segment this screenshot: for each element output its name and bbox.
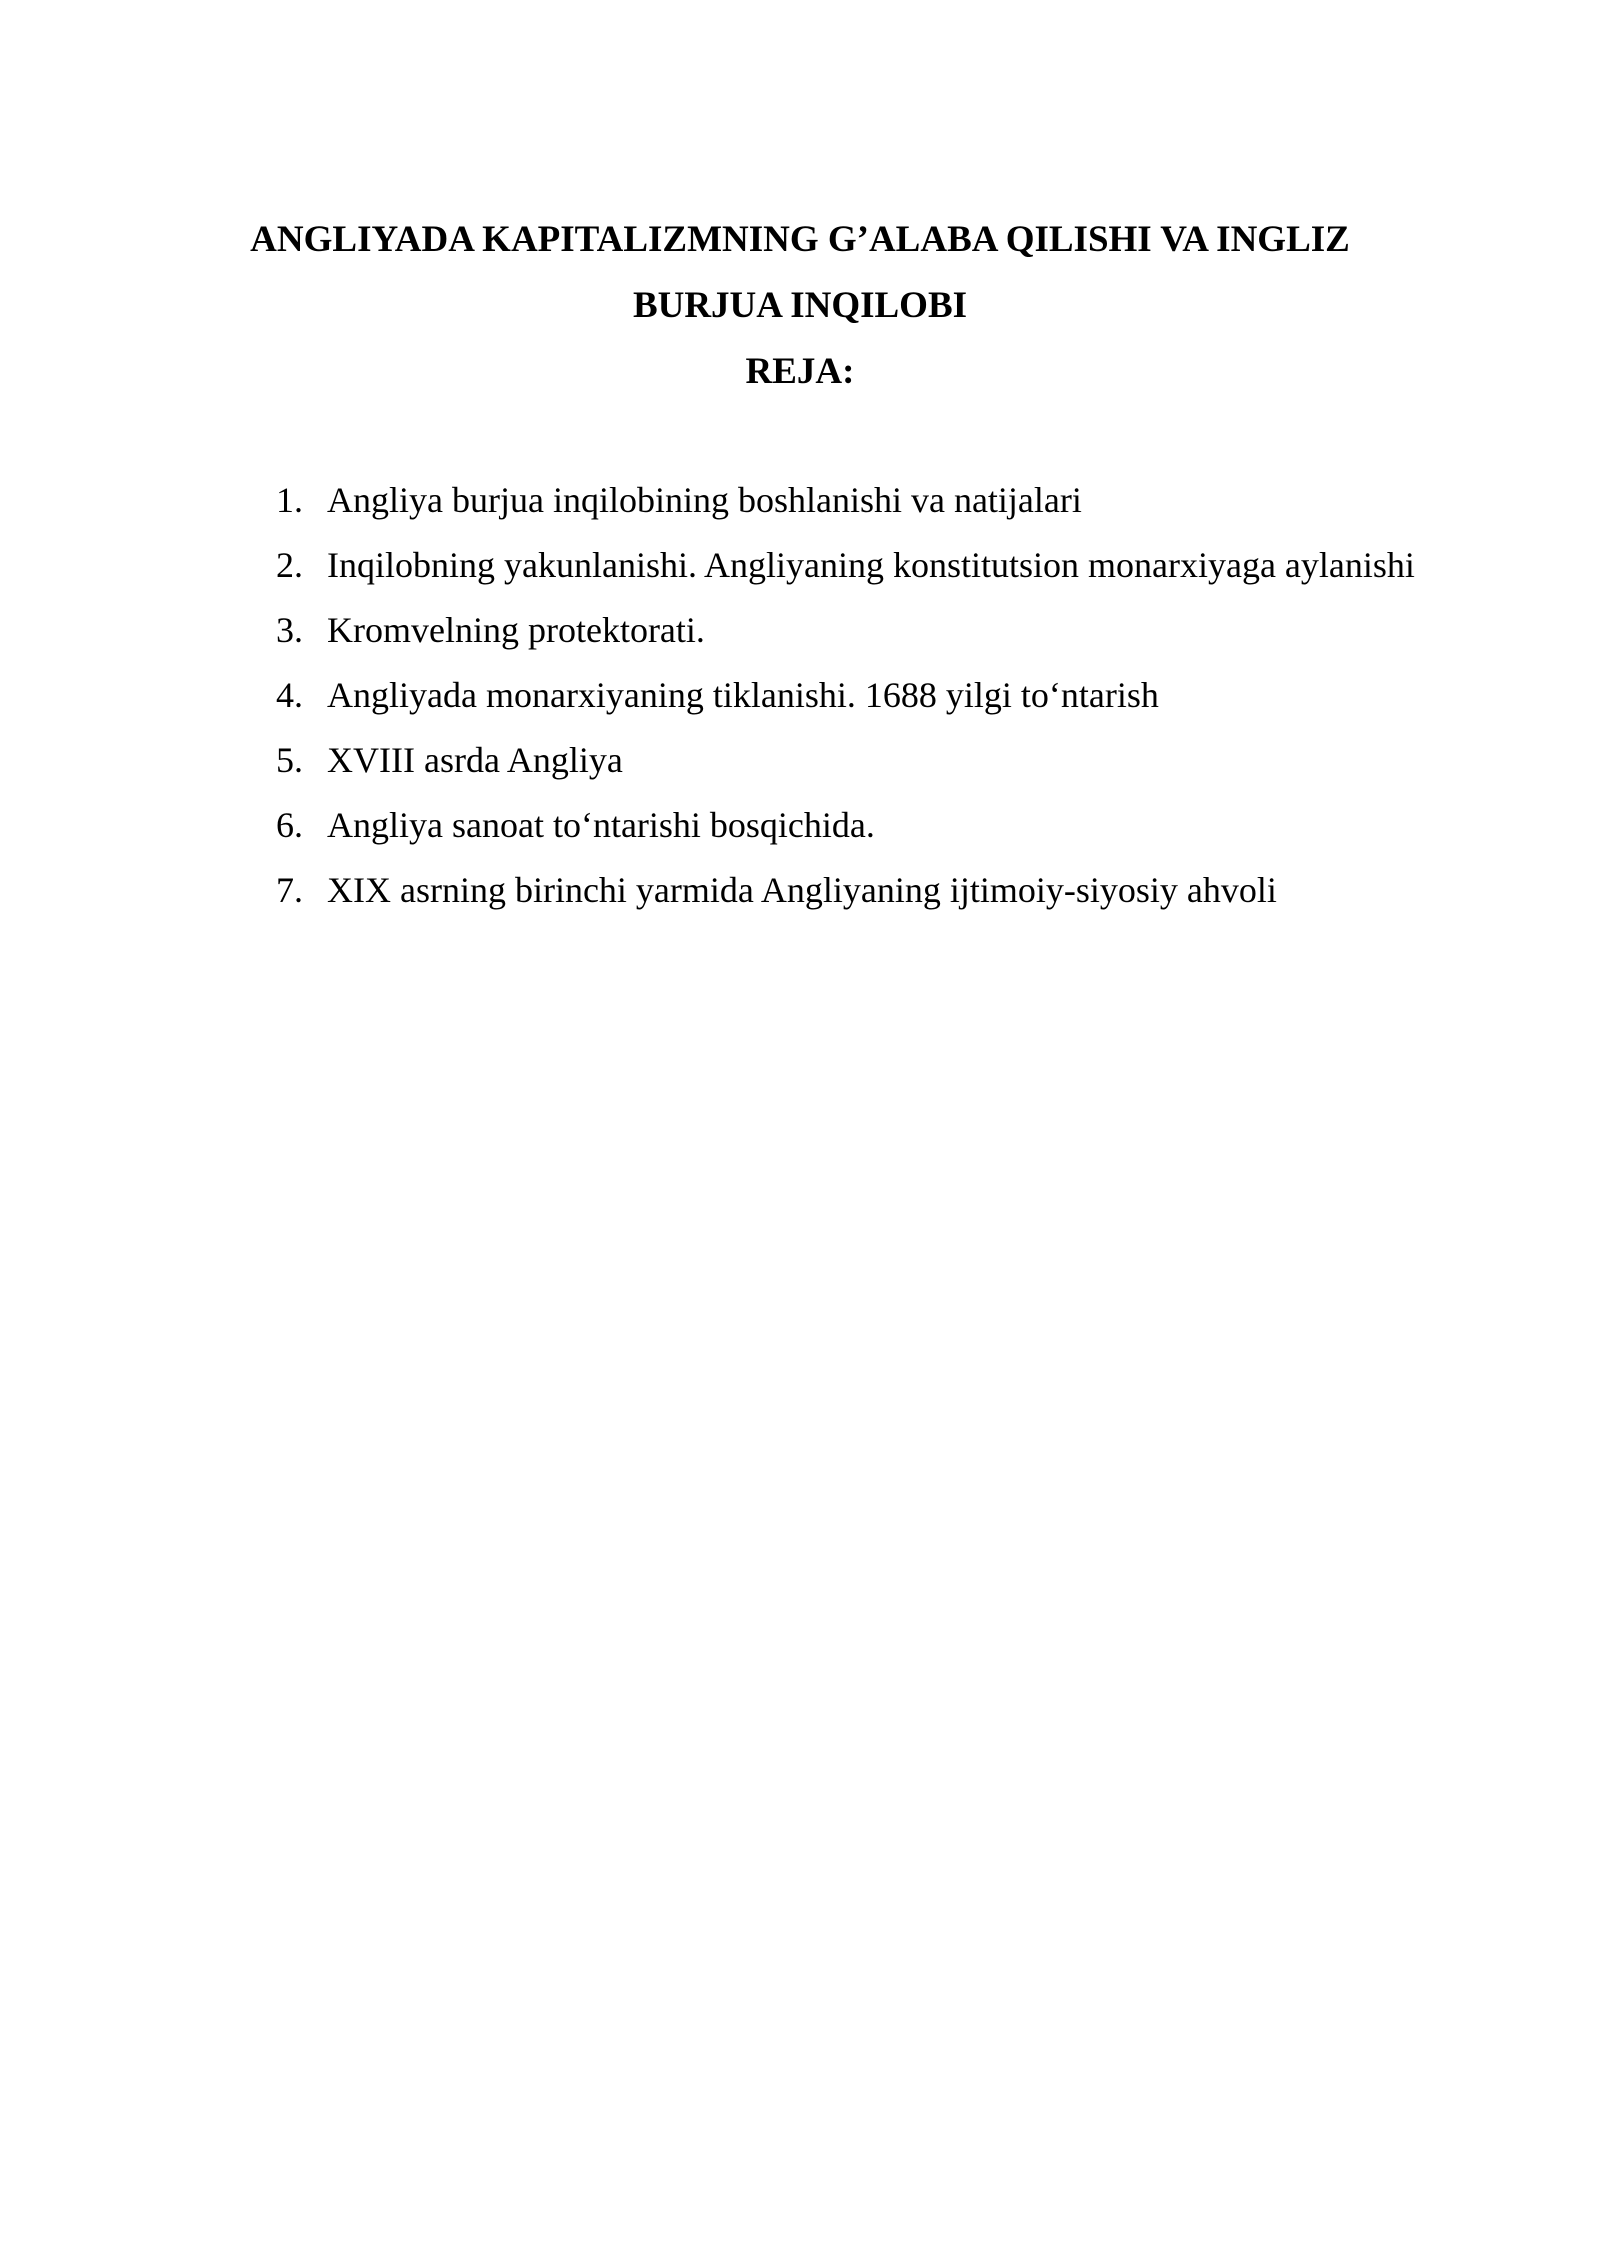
plan-item-number: 7. <box>276 870 303 910</box>
plan-item-number: 1. <box>276 480 303 520</box>
plan-item-text: Kromvelning protektorati. <box>327 610 705 650</box>
plan-item-2 <box>0 540 1600 590</box>
plan-item-text: XIX asrning birinchi yarmida Angliyaning ijtimoiy-siyosiy ahvoli <box>327 870 1277 910</box>
plan-item-number: 3. <box>276 610 303 650</box>
plan-item-text: Angliya burjua inqilobining boshlanishi va natijalari <box>327 480 1082 520</box>
plan-item-7 <box>0 865 1600 915</box>
plan-item-1 <box>0 475 1600 525</box>
plan-item-3 <box>0 605 1600 655</box>
plan-heading: REJA: <box>745 351 855 392</box>
plan-item-6 <box>0 800 1600 850</box>
title-line-2: BURJUA INQILOBI <box>632 285 968 326</box>
plan-item-4 <box>0 670 1600 720</box>
plan-item-number: 5. <box>276 740 303 780</box>
plan-item-text: XVIII asrda Angliya <box>327 740 623 780</box>
plan-item-text: Inqilobning yakunlanishi. Angliyaning konstitutsion monarxiyaga aylanishi <box>327 545 1415 585</box>
plan-item-number: 4. <box>276 675 303 715</box>
plan-item-number: 2. <box>276 545 303 585</box>
plan-item-text: Angliya sanoat to‘ntarishi bosqichida. <box>327 805 875 845</box>
plan-item-5 <box>0 735 1600 785</box>
plan-item-number: 6. <box>276 805 303 845</box>
plan-item-text: Angliyada monarxiyaning tiklanishi. 1688 yilgi to‘ntarish <box>327 675 1159 715</box>
title-line-1: ANGLIYADA KAPITALIZMNING G’ALABA QILISHI VA INGLIZ <box>250 219 1350 260</box>
